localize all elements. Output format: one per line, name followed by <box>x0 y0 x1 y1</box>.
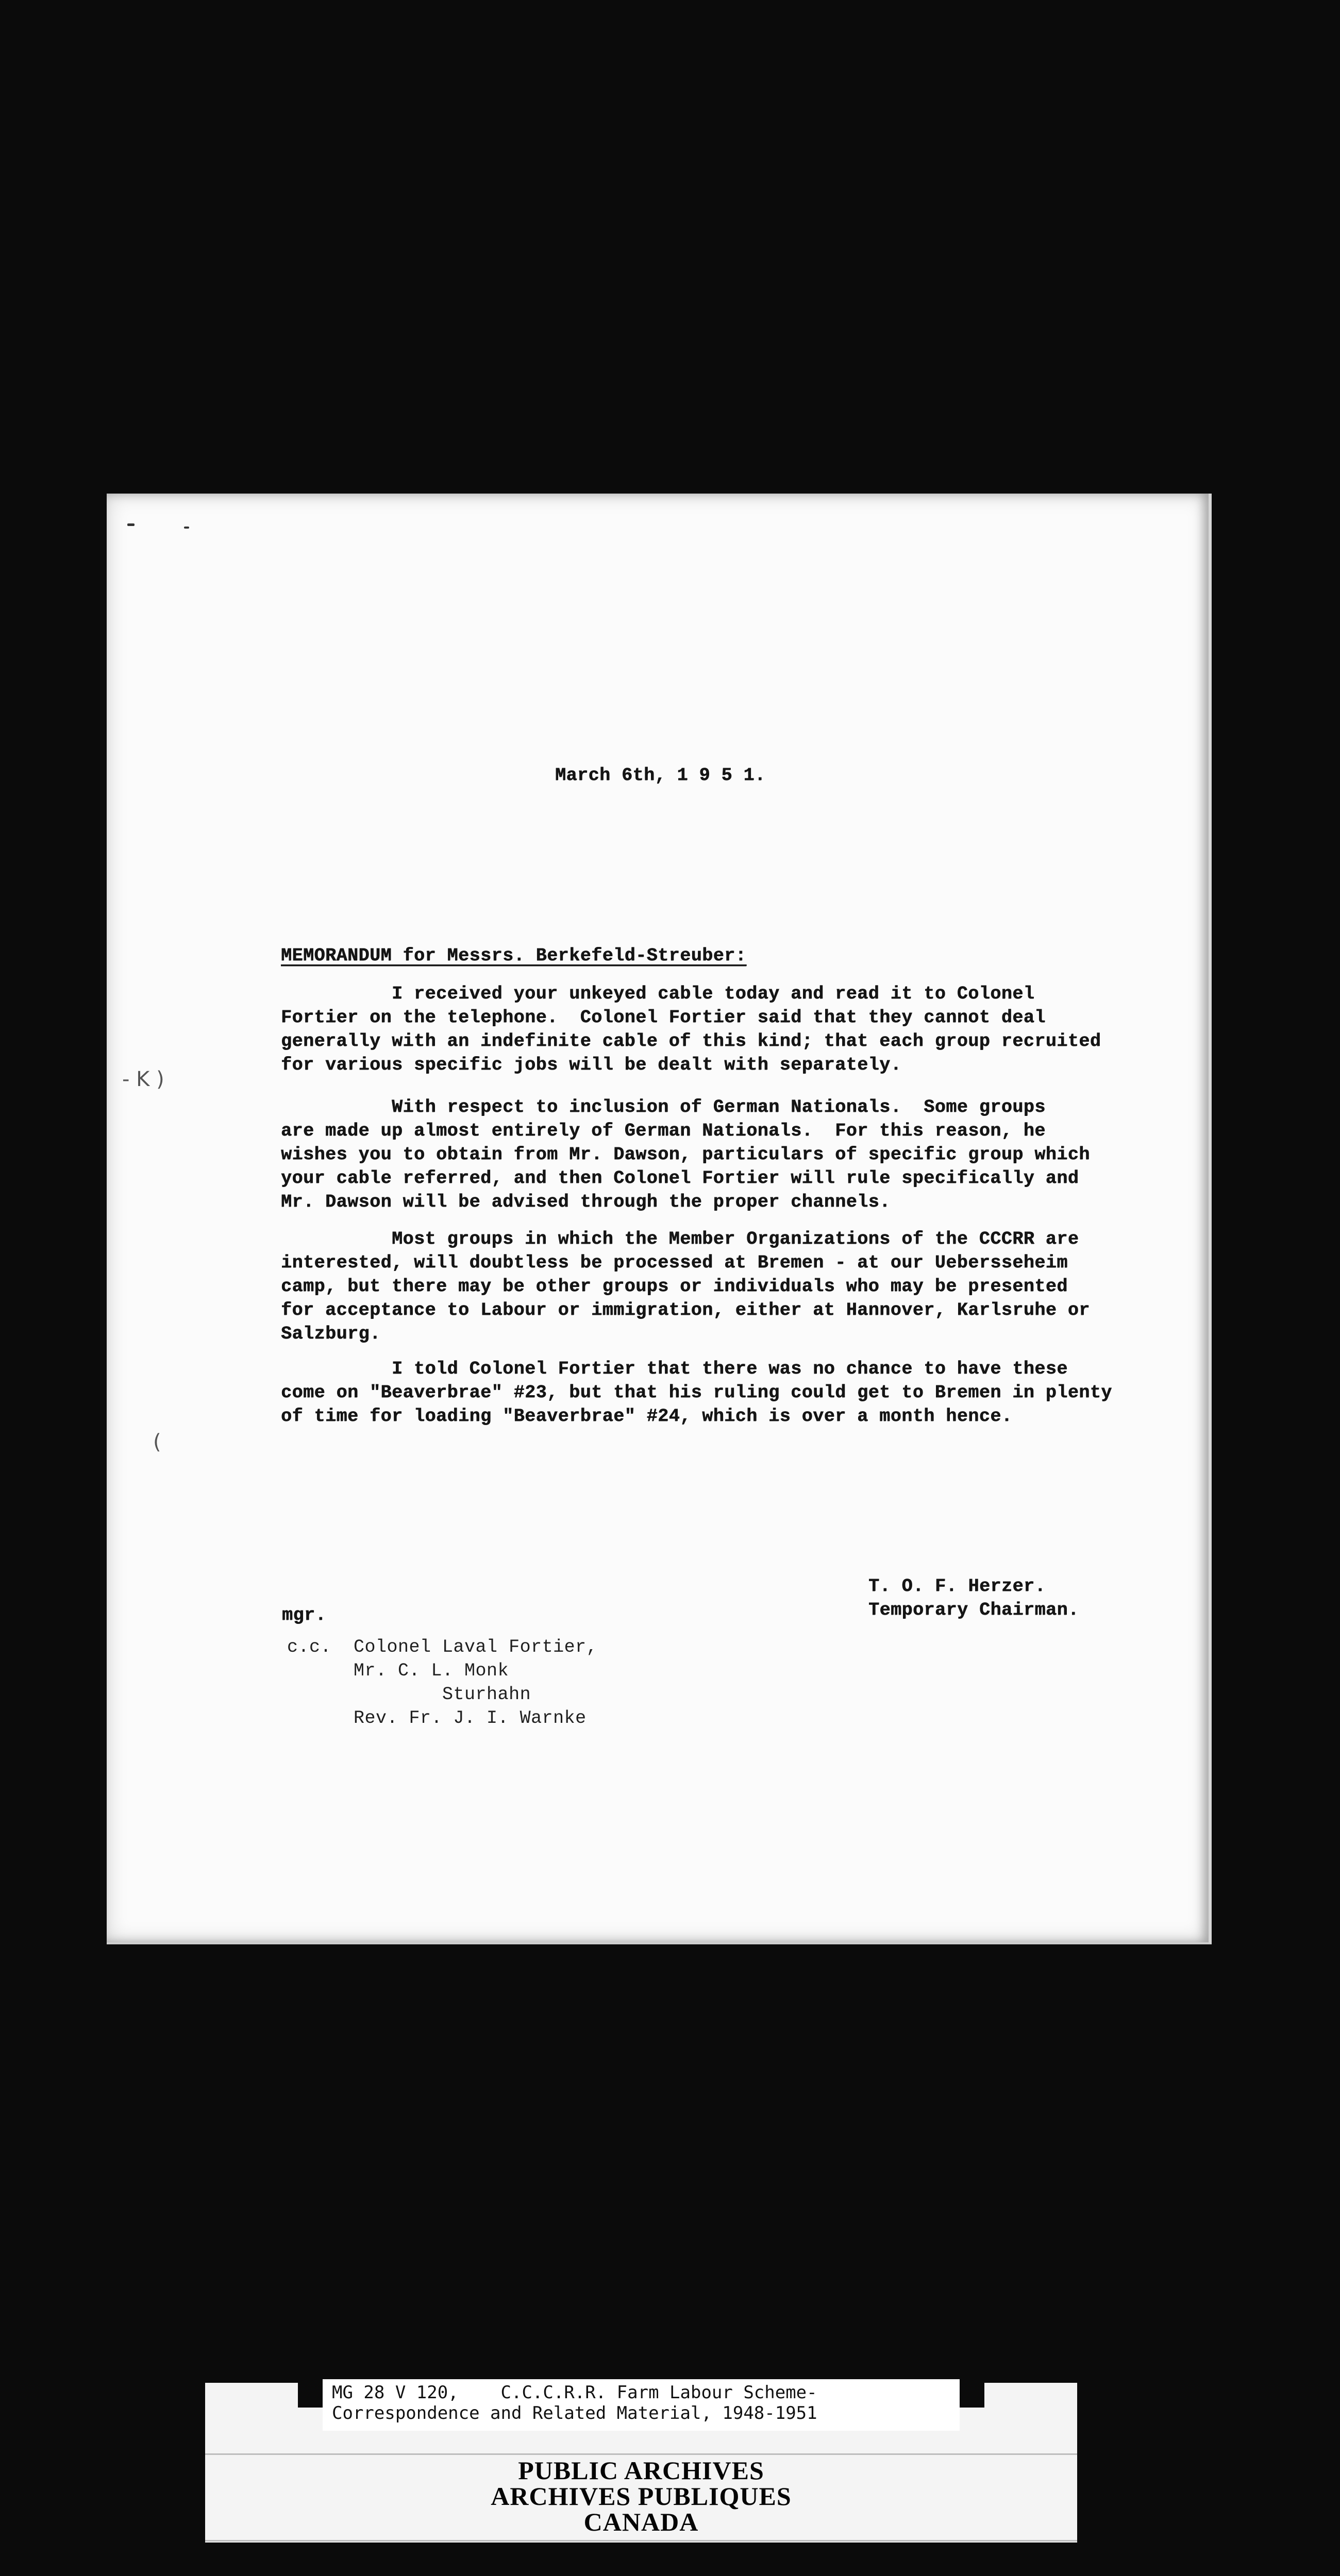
memo-paragraph-2: With respect to inclusion of German Nationals. Some groups are made up almost entirely of German Nationals. For this reason, he wishes you to obtain from Mr. Dawson, particulars of specific group which your cable referred, and then Colonel Fortier will rule specifically and Mr. Dawson will be advised through the proper channels. <box>281 1097 1090 1212</box>
memo-paragraph-3: Most groups in which the Member Organizations of the CCCRR are interested, will doubtless be processed at Bremen - at our Uebersseheim camp, but there may be other groups or individuals who may be presented for acceptance to Labour or immigration, either at Hannover, Karlsruhe or Salzburg. <box>281 1229 1090 1344</box>
public-archives-title: PUBLIC ARCHIVES <box>518 2456 764 2485</box>
memorandum-page <box>107 494 1212 1944</box>
archive-reference-line-2: Correspondence and Related Material, 1948-1951 <box>332 2403 817 2424</box>
label-tab-left <box>298 2383 323 2408</box>
label-divider <box>205 2453 1077 2455</box>
memo-date: March 6th, 1 9 5 1. <box>555 765 766 786</box>
margin-mark-bottom: ( <box>153 1430 161 1454</box>
archive-reference-line-1: MG 28 V 120, C.C.C.R.R. Farm Labour Scheme- <box>332 2382 817 2403</box>
canada-title: CANADA <box>583 2507 699 2536</box>
memo-paragraph-4: I told Colonel Fortier that there was no chance to have these come on "Beaverbrae" #23, but that his ruling could get to Bremen in plenty of time for loading "Beaverbrae" #24, which is over a month hence. <box>281 1359 1112 1427</box>
margin-mark-top: - K ) <box>122 1067 164 1091</box>
memo-cc-list: c.c. Colonel Laval Fortier, Mr. C. L. Monk Sturhahn Rev. Fr. J. I. Warnke <box>287 1637 598 1728</box>
memo-initials: mgr. <box>282 1605 327 1625</box>
memo-signature: T. O. F. Herzer. Temporary Chairman. <box>868 1576 1079 1620</box>
page-speck <box>184 527 189 529</box>
page-speck <box>127 523 135 526</box>
memo-paragraph-1: I received your unkeyed cable today and read it to Colonel Fortier on the telephone. Colonel Fortier said that they cannot deal generally with an indefinite cable of this kind; that each group recruited for various specific jobs will be dealt with separately. <box>281 984 1101 1075</box>
label-tab-right <box>960 2383 984 2408</box>
memo-heading: MEMORANDUM for Messrs. Berkefeld-Streuber: <box>281 945 747 966</box>
archives-publiques-title: ARCHIVES PUBLIQUES <box>491 2482 792 2511</box>
label-divider <box>205 2540 1077 2541</box>
